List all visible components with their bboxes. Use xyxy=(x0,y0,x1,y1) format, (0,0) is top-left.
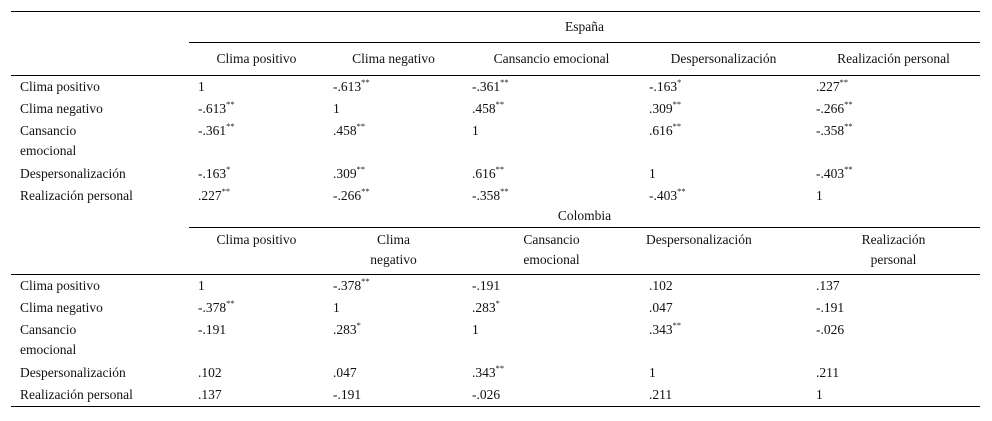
significance-marker: * xyxy=(356,320,361,330)
spain-header: Clima negativo xyxy=(324,43,463,76)
correlation-value: .047 xyxy=(333,365,357,380)
significance-marker: ** xyxy=(500,77,509,87)
correlation-value: 1 xyxy=(472,123,479,138)
correlation-value: .343 xyxy=(472,365,496,380)
correlation-value: .211 xyxy=(816,365,840,380)
significance-marker: ** xyxy=(677,186,686,196)
spain-header-row xyxy=(11,43,980,76)
significance-marker: ** xyxy=(361,276,370,286)
significance-marker: ** xyxy=(500,186,509,196)
correlation-cell xyxy=(640,384,807,407)
spain-title: España xyxy=(189,12,980,43)
correlation-cell xyxy=(189,163,324,185)
correlation-cell xyxy=(640,163,807,185)
correlation-cell xyxy=(189,275,324,298)
correlation-cell xyxy=(807,120,980,163)
correlation-cell xyxy=(189,297,324,319)
correlation-value: -.163 xyxy=(198,166,227,181)
spain-title-row xyxy=(11,12,980,43)
significance-marker: * xyxy=(226,164,231,174)
correlation-value: .283 xyxy=(333,322,357,337)
correlation-value: -.358 xyxy=(816,123,845,138)
correlation-cell xyxy=(463,120,640,163)
correlation-value: -.191 xyxy=(472,278,501,293)
correlation-cell xyxy=(189,76,324,99)
correlation-table xyxy=(11,11,980,407)
correlation-value: -.266 xyxy=(816,101,845,116)
correlation-cell xyxy=(807,76,980,99)
correlation-value: 1 xyxy=(649,365,656,380)
correlation-cell xyxy=(189,384,324,407)
colombia-title-row xyxy=(11,207,980,228)
table-row xyxy=(11,319,980,362)
significance-marker: ** xyxy=(672,320,682,330)
correlation-cell xyxy=(324,319,463,362)
row-label: Realización personal xyxy=(20,188,133,203)
correlation-cell xyxy=(807,362,980,384)
correlation-value: .458 xyxy=(472,101,496,116)
correlation-value: .309 xyxy=(333,166,357,181)
correlation-value: .343 xyxy=(649,322,673,337)
correlation-cell xyxy=(463,319,640,362)
correlation-cell xyxy=(640,297,807,319)
correlation-cell xyxy=(640,98,807,120)
row-label: Clima positivo xyxy=(20,278,100,293)
row-label: Clima negativo xyxy=(20,300,103,315)
significance-marker: ** xyxy=(844,164,853,174)
significance-marker: * xyxy=(677,77,682,87)
correlation-value: .211 xyxy=(649,387,673,402)
correlation-value: 1 xyxy=(198,79,205,94)
correlation-value: -.403 xyxy=(649,188,678,203)
significance-marker: ** xyxy=(672,121,682,131)
spain-header: Clima positivo xyxy=(189,43,324,76)
significance-marker: ** xyxy=(844,121,853,131)
correlation-cell xyxy=(640,319,807,362)
correlation-value: -.266 xyxy=(333,188,362,203)
correlation-cell xyxy=(463,275,640,298)
row-label: Despersonalización xyxy=(20,365,126,380)
significance-marker: ** xyxy=(495,363,505,373)
row-label: Clima negativo xyxy=(20,101,103,116)
significance-marker: ** xyxy=(226,121,235,131)
colombia-header-row xyxy=(11,228,980,275)
correlation-cell xyxy=(807,297,980,319)
correlation-value: 1 xyxy=(333,101,340,116)
row-label: Clima positivo xyxy=(20,79,100,94)
table-row xyxy=(11,275,980,298)
significance-marker: ** xyxy=(839,77,849,87)
table-row xyxy=(11,185,980,207)
spain-body xyxy=(11,76,980,208)
correlation-value: .227 xyxy=(816,79,840,94)
colombia-header: Clima positivo xyxy=(216,232,297,247)
correlation-value: -.378 xyxy=(198,300,227,315)
correlation-cell xyxy=(807,384,980,407)
correlation-cell xyxy=(463,384,640,407)
correlation-cell xyxy=(640,120,807,163)
correlation-cell xyxy=(807,163,980,185)
correlation-cell xyxy=(807,319,980,362)
significance-marker: ** xyxy=(672,99,682,109)
correlation-cell xyxy=(640,362,807,384)
table-row xyxy=(11,120,980,163)
colombia-title: Colombia xyxy=(557,208,612,223)
correlation-cell xyxy=(324,185,463,207)
correlation-value: .227 xyxy=(198,188,222,203)
significance-marker: ** xyxy=(226,99,235,109)
table-row xyxy=(11,98,980,120)
correlation-value: .458 xyxy=(333,123,357,138)
significance-marker: ** xyxy=(226,298,235,308)
correlation-value: .616 xyxy=(649,123,673,138)
correlation-value: .283 xyxy=(472,300,496,315)
significance-marker: ** xyxy=(495,99,505,109)
correlation-cell xyxy=(640,76,807,99)
correlation-cell xyxy=(324,120,463,163)
correlation-cell xyxy=(189,319,324,362)
significance-marker: ** xyxy=(361,77,370,87)
table-row xyxy=(11,297,980,319)
correlation-cell xyxy=(640,275,807,298)
colombia-header: Clima negativo xyxy=(370,232,417,267)
correlation-value: -.191 xyxy=(816,300,845,315)
significance-marker: * xyxy=(495,298,500,308)
correlation-value: -.191 xyxy=(333,387,362,402)
correlation-cell xyxy=(324,76,463,99)
significance-marker: ** xyxy=(844,99,853,109)
correlation-value: .102 xyxy=(198,365,222,380)
correlation-table-container xyxy=(11,11,980,407)
correlation-value: .616 xyxy=(472,166,496,181)
spain-header: Cansancio emocional xyxy=(463,43,640,76)
correlation-value: -.163 xyxy=(649,79,678,94)
significance-marker: ** xyxy=(495,164,505,174)
correlation-value: 1 xyxy=(649,166,656,181)
correlation-value: 1 xyxy=(198,278,205,293)
correlation-value: -.403 xyxy=(816,166,845,181)
correlation-value: -.191 xyxy=(198,322,227,337)
correlation-cell xyxy=(463,297,640,319)
correlation-cell xyxy=(324,384,463,407)
row-label: Cansancio emocional xyxy=(20,322,77,357)
correlation-cell xyxy=(463,98,640,120)
correlation-cell xyxy=(189,362,324,384)
correlation-cell xyxy=(189,185,324,207)
table-row xyxy=(11,384,980,407)
correlation-cell xyxy=(324,362,463,384)
correlation-cell xyxy=(463,163,640,185)
colombia-header: Despersonalización xyxy=(640,228,807,275)
colombia-header: Realización personal xyxy=(861,232,926,267)
correlation-cell xyxy=(807,275,980,298)
row-label: Realización personal xyxy=(11,384,189,407)
correlation-cell xyxy=(640,185,807,207)
significance-marker: ** xyxy=(356,121,366,131)
spain-header: Realización personal xyxy=(807,43,980,76)
correlation-cell xyxy=(324,98,463,120)
table-row xyxy=(11,362,980,384)
correlation-value: .047 xyxy=(649,300,673,315)
correlation-value: .137 xyxy=(198,387,222,402)
correlation-value: -.026 xyxy=(472,387,501,402)
correlation-value: -.613 xyxy=(198,101,227,116)
correlation-value: -.026 xyxy=(816,322,845,337)
significance-marker: ** xyxy=(356,164,366,174)
spain-header: Despersonalización xyxy=(640,43,807,76)
correlation-value: 1 xyxy=(472,322,479,337)
correlation-cell xyxy=(324,163,463,185)
correlation-cell xyxy=(463,362,640,384)
correlation-value: 1 xyxy=(816,387,823,402)
correlation-cell xyxy=(324,297,463,319)
colombia-header: Cansancio emocional xyxy=(523,232,580,267)
correlation-value: 1 xyxy=(816,188,823,203)
correlation-value: -.361 xyxy=(198,123,227,138)
correlation-value: .102 xyxy=(649,278,673,293)
correlation-value: -.358 xyxy=(472,188,501,203)
correlation-value: -.378 xyxy=(333,278,362,293)
correlation-value: -.613 xyxy=(333,79,362,94)
correlation-value: .137 xyxy=(816,278,840,293)
correlation-cell xyxy=(463,185,640,207)
correlation-cell xyxy=(463,76,640,99)
correlation-cell xyxy=(807,98,980,120)
row-label: Despersonalización xyxy=(20,166,126,181)
table-row xyxy=(11,76,980,99)
significance-marker: ** xyxy=(221,186,231,196)
colombia-body xyxy=(11,275,980,407)
significance-marker: ** xyxy=(361,186,370,196)
correlation-cell xyxy=(189,98,324,120)
correlation-value: -.361 xyxy=(472,79,501,94)
correlation-cell xyxy=(189,120,324,163)
correlation-cell xyxy=(324,275,463,298)
correlation-value: .309 xyxy=(649,101,673,116)
correlation-cell xyxy=(807,185,980,207)
correlation-value: 1 xyxy=(333,300,340,315)
table-row xyxy=(11,163,980,185)
row-label: Cansancio emocional xyxy=(20,123,77,158)
